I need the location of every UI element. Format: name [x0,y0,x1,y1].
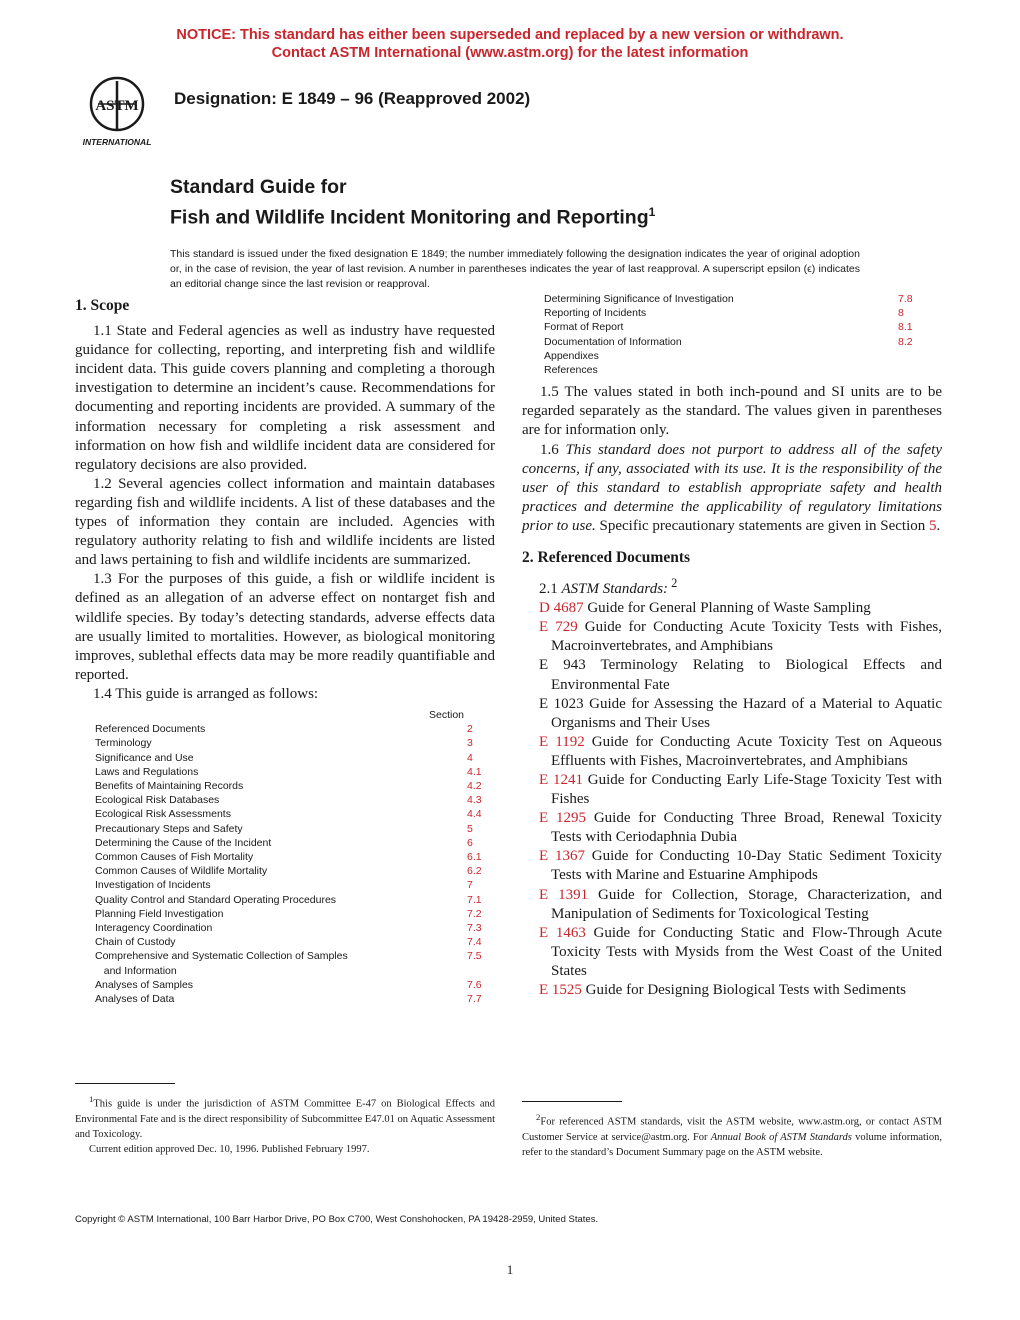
reference-item [522,847,942,885]
toc_left-row [95,921,495,935]
footnote-1-text [75,1092,495,1142]
scope-para-1-4: 1.4 This guide is arranged as follows: [93,685,319,702]
scope-para-1-1: 1.1 State and Federal agencies as well as industry have requested guidance for collecting, reporting, and interpreting fish and wildlife incident data. This guide covers planning and completing a thorough investigation to determine an incident’s cause. Recommendations for documenting and reporting incidents are provided. A summary of the information necessary for completing a risk assessment and information on how fish and wildlife incident data are considered for regulatory decisions are also provided. [75,323,495,473]
reference-code: E 943 [539,657,586,674]
toc-entry-label: Precautionary Steps and Safety [95,822,243,835]
reference-code: E 1023 [539,695,584,712]
reference-title: Guide for Conducting Static and Flow-Through Acute Toxicity Tests with Mysids from the West Coast of the United States [551,924,942,979]
reference-title: Guide for Conducting 10-Day Static Sediment Toxicity Tests with Marine and Estuarine Amphipods [551,848,942,884]
reference-title: Guide for Conducting Acute Toxicity Tests with Fishes, Macroinvertebrates, and Amphibians [551,619,942,655]
reference-item [522,886,942,924]
logo-mark: ASTM [95,98,139,114]
toc-entry-label: Chain of Custody [95,936,176,949]
toc-entry-label: Common Causes of Wildlife Mortality [95,865,268,878]
notice-line-1: NOTICE: This standard has either been superseded and replaced by a new version or withdrawn. [176,27,844,43]
toc-section-label: Section [429,708,465,721]
footnote-1-mark: 1 [89,1094,94,1104]
right-column [522,292,942,1000]
toc-left-rows [95,722,495,1006]
annual-book-title: Annual Book of ASTM Standards [710,1131,852,1143]
toc-entry-label: Laws and Regulations [95,765,199,778]
toc-section-link[interactable]: 7.1 [467,893,482,906]
toc_left-row [95,949,495,963]
toc_left-row [95,964,495,978]
toc-section-link[interactable]: 7.8 [898,293,913,305]
toc-section-link[interactable]: 6.2 [467,865,482,878]
toc-section-link[interactable]: 2 [467,723,473,736]
toc_left-row [95,736,495,750]
footnote-2-text [522,1110,942,1160]
toc-entry-label: Planning Field Investigation [95,907,224,920]
toc_left-row [95,793,495,807]
reference-title: Guide for Designing Biological Tests with Sediments [581,982,906,999]
logo-text: INTERNATIONAL [82,137,152,147]
toc_left-row [95,907,495,921]
toc-section-link[interactable]: 4.4 [467,808,482,821]
toc-entry-label: Determining Significance of Investigation [544,293,734,305]
toc-section-link[interactable]: 7.4 [467,936,482,949]
copyright-line: Copyright © ASTM International, 100 Barr Harbor Drive, PO Box C700, West Conshohocken, PA 19428-2959, United States. [75,1214,599,1225]
toc-entry-label: Documentation of Information [544,335,682,348]
toc_left-row [95,878,495,892]
toc-section-link[interactable]: 5 [467,822,473,835]
reference-code-link[interactable]: E 1295 [539,810,586,827]
toc_left-row [95,978,495,992]
referenced-heading: 2. Referenced Documents [522,548,691,566]
toc-entry-label: and Information [95,964,177,977]
toc_right-row [544,292,928,306]
footnote-1-approval: Current edition approved Dec. 10, 1996. Published February 1997. [89,1143,370,1155]
toc-entry-label: Ecological Risk Assessments [95,808,231,821]
para-1-6-number: 1.6 [540,441,566,458]
reference-code-link[interactable]: E 1192 [539,733,585,750]
toc-section-link [467,964,495,978]
toc-entry-label: Referenced Documents [95,723,206,736]
toc-section-link[interactable]: 4.2 [467,779,482,792]
reference-item [522,599,942,618]
toc-section-link [898,349,928,363]
toc-entry-label: Interagency Coordination [95,922,213,935]
reference-title: Guide for Assessing the Hazard of a Material to Aquatic Organisms and Their Uses [551,695,942,731]
footnote-2-tail: volume information, refer to the standard’s Document Summary page on the ASTM website. [522,1131,942,1158]
toc-section-link[interactable]: 6 [467,836,473,849]
toc-section-link[interactable]: 7.7 [467,993,482,1006]
toc-section-link[interactable]: 7.3 [467,922,482,935]
subheading-label: ASTM Standards: [561,581,669,598]
title-footnote-mark: 1 [648,205,656,219]
toc_left-row [95,765,495,779]
reference-item [522,981,942,1000]
toc-section-link[interactable]: 7.2 [467,907,482,920]
toc-section-link[interactable]: 8.2 [898,335,913,348]
left-column [75,292,495,1006]
reference-code-link[interactable]: D 4687 [539,600,584,617]
referenced-documents-list [522,599,942,1000]
toc_left-row [95,850,495,864]
toc_left-row [95,722,495,736]
page-number: 1 [506,1262,514,1277]
subheading-number: 2.1 [539,581,562,598]
reference-code-link[interactable]: E 729 [539,619,578,636]
footnote-rule-left [75,1083,175,1084]
toc_left-row [95,807,495,821]
scope-heading: 1. Scope [75,297,130,314]
reference-title: Guide for Conducting Acute Toxicity Test on Aqueous Effluents with Fishes, Macroinvertebrates, and Amphibians [551,733,943,769]
toc-section-link[interactable]: 6.1 [467,851,482,863]
para-1-6-tail: Specific precautionary statements are given in Section [595,517,929,534]
toc-section-link[interactable]: 7.5 [467,950,482,963]
toc-section-link[interactable]: 4 [467,751,473,764]
toc_right-row [544,349,928,363]
toc-section-link[interactable]: 7 [467,879,473,892]
footnote-1-body: This guide is under the jurisdiction of ASTM Committee E-47 on Biological Effects and Environmental Fate and is the direct responsibility of Subcommittee E47.01 on Aquatic Assessment and Toxicology. [75,1098,495,1140]
toc_left-row [95,864,495,878]
reference-item [522,618,942,656]
superseded-notice [0,26,1020,62]
toc-entry-label: Significance and Use [95,751,194,764]
toc-entry-label: Determining the Cause of the Incident [95,836,272,849]
issued-note: This standard is issued under the fixed designation E 1849; the number immediately following the designation indicates the year of original adoption or, in the case of revision, the year of last revision. A number in parentheses indicates the year of last reapproval. A superscript epsilon (ϵ) indicates an editorial change since the last revision or reapproval. [170,248,860,290]
reference-title: Terminology Relating to Biological Effects and Environmental Fate [551,657,942,693]
reference-title: Guide for Conducting Early Life-Stage Toxicity Test with Fishes [551,772,942,808]
toc-entry-label: References [544,364,598,377]
title-main: Fish and Wildlife Incident Monitoring and Reporting [170,206,649,229]
toc_left-row [95,836,495,850]
toc_left-row [95,893,495,907]
scope-para-1-3: 1.3 For the purposes of this guide, a fish or wildlife incident is defined as an allegation of an adverse effect on nontarget fish and wildlife species. By today’s detecting standards, adverse effects data are usually limited to mortalities. However, as biological monitoring improves, sublethal effects data may be more readily quantifiable and reported. [75,571,495,683]
reference-item [522,771,942,809]
reference-item [522,695,942,733]
toc_left-row [95,779,495,793]
toc_right-row [544,363,928,377]
toc-section-link[interactable]: 8.1 [898,321,913,334]
footnote-rule-right [522,1101,622,1102]
title-line-1: Standard Guide for [170,176,347,198]
astm-logo [76,75,158,149]
footnote-2-body: For referenced ASTM standards, visit the ASTM website, www.astm.org, or contact ASTM Customer Service at service@astm.org. For [522,1116,942,1143]
toc-entry-label: Investigation of Incidents [95,879,211,892]
toc_right-row [544,320,928,334]
reference-code-link[interactable]: E 1367 [539,848,585,865]
footnote-2-mark: 2 [536,1112,541,1122]
reference-code-link[interactable]: E 1463 [539,924,586,941]
toc_left-row [95,935,495,949]
notice-line-2: Contact ASTM International (www.astm.org) for the latest information [271,45,749,61]
toc-entry-label: Format of Report [544,321,624,334]
toc-entry-label: Reporting of Incidents [544,307,647,320]
footnote-2 [522,1110,942,1160]
reference-code-link[interactable]: E 1525 [539,982,582,999]
reference-title: Guide for General Planning of Waste Sampling [583,600,871,617]
toc-entry-label: Analyses of Samples [95,978,194,991]
toc-section-link[interactable]: 8 [898,307,904,320]
toc_right-row [544,335,928,349]
reference-item [522,656,942,694]
toc-entry-label: Appendixes [544,349,599,362]
safety-caveat: This standard does not purport to address all of the safety concerns, if any, associated with its use. It is the responsibility of the user of this standard to establish appropriate safety and health practices and determine the applicability of regulatory limitations prior to use. [522,441,943,534]
contents-table-right [544,292,928,377]
scope-para-1-2: 1.2 Several agencies collect information and maintain databases regarding fish and wildlife incidents. A list of these databases and the types of information they contain are included. Agencies with regulatory authority relating to fish and wildlife incidents are listed and laws pertaining to fish and wildlife incidents are summarized. [75,475,495,569]
reference-item [522,809,942,847]
toc-entry-label: Comprehensive and Systematic Collection of Samples [95,950,348,963]
title-line-2 [170,200,655,231]
section-5-link[interactable]: 5 [928,517,937,534]
toc-entry-label: Terminology [95,737,152,750]
toc_left-row [95,822,495,836]
astm-logo-icon [76,75,158,149]
reference-title: Guide for Collection, Storage, Characterization, and Manipulation of Sediments for Toxicological Testing [551,886,942,922]
toc-entry-label: Ecological Risk Databases [95,794,220,807]
para-1-6-end: . [936,517,941,534]
reference-code-link[interactable]: E 1391 [539,886,589,903]
scope-para-1-6 [522,441,942,536]
toc_left-row [95,751,495,765]
scope-para-1-5: 1.5 The values stated in both inch-pound and SI units are to be regarded separately as the standard. The values given in parentheses are for information only. [522,384,942,439]
toc-section-link[interactable]: 7.6 [467,978,482,991]
toc-entry-label: Common Causes of Fish Mortality [95,851,254,863]
toc-section-link[interactable]: 3 [467,737,473,750]
toc-section-link[interactable]: 4.3 [467,794,482,807]
toc-entry-label: Quality Control and Standard Operating Procedures [95,893,337,906]
astm-standards-subheading [522,574,942,599]
footnote-1 [75,1092,495,1157]
contents-table-left [95,708,495,1006]
toc_left-row [95,992,495,1006]
designation: Designation: E 1849 – 96 (Reapproved 2002) [174,89,531,108]
reference-title: Guide for Conducting Three Broad, Renewal Toxicity Tests with Ceriodaphnia Dubia [551,810,942,846]
toc_right-row [544,306,928,320]
reference-item [522,733,942,771]
reference-item [522,924,942,981]
reference-code-link[interactable]: E 1241 [539,772,583,788]
subheading-footnote-mark: 2 [668,576,678,591]
document-title [170,175,655,231]
toc-section-link[interactable]: 4.1 [467,765,482,778]
toc-section-link [898,363,928,377]
toc-entry-label: Analyses of Data [95,993,175,1006]
toc-entry-label: Benefits of Maintaining Records [95,779,244,792]
